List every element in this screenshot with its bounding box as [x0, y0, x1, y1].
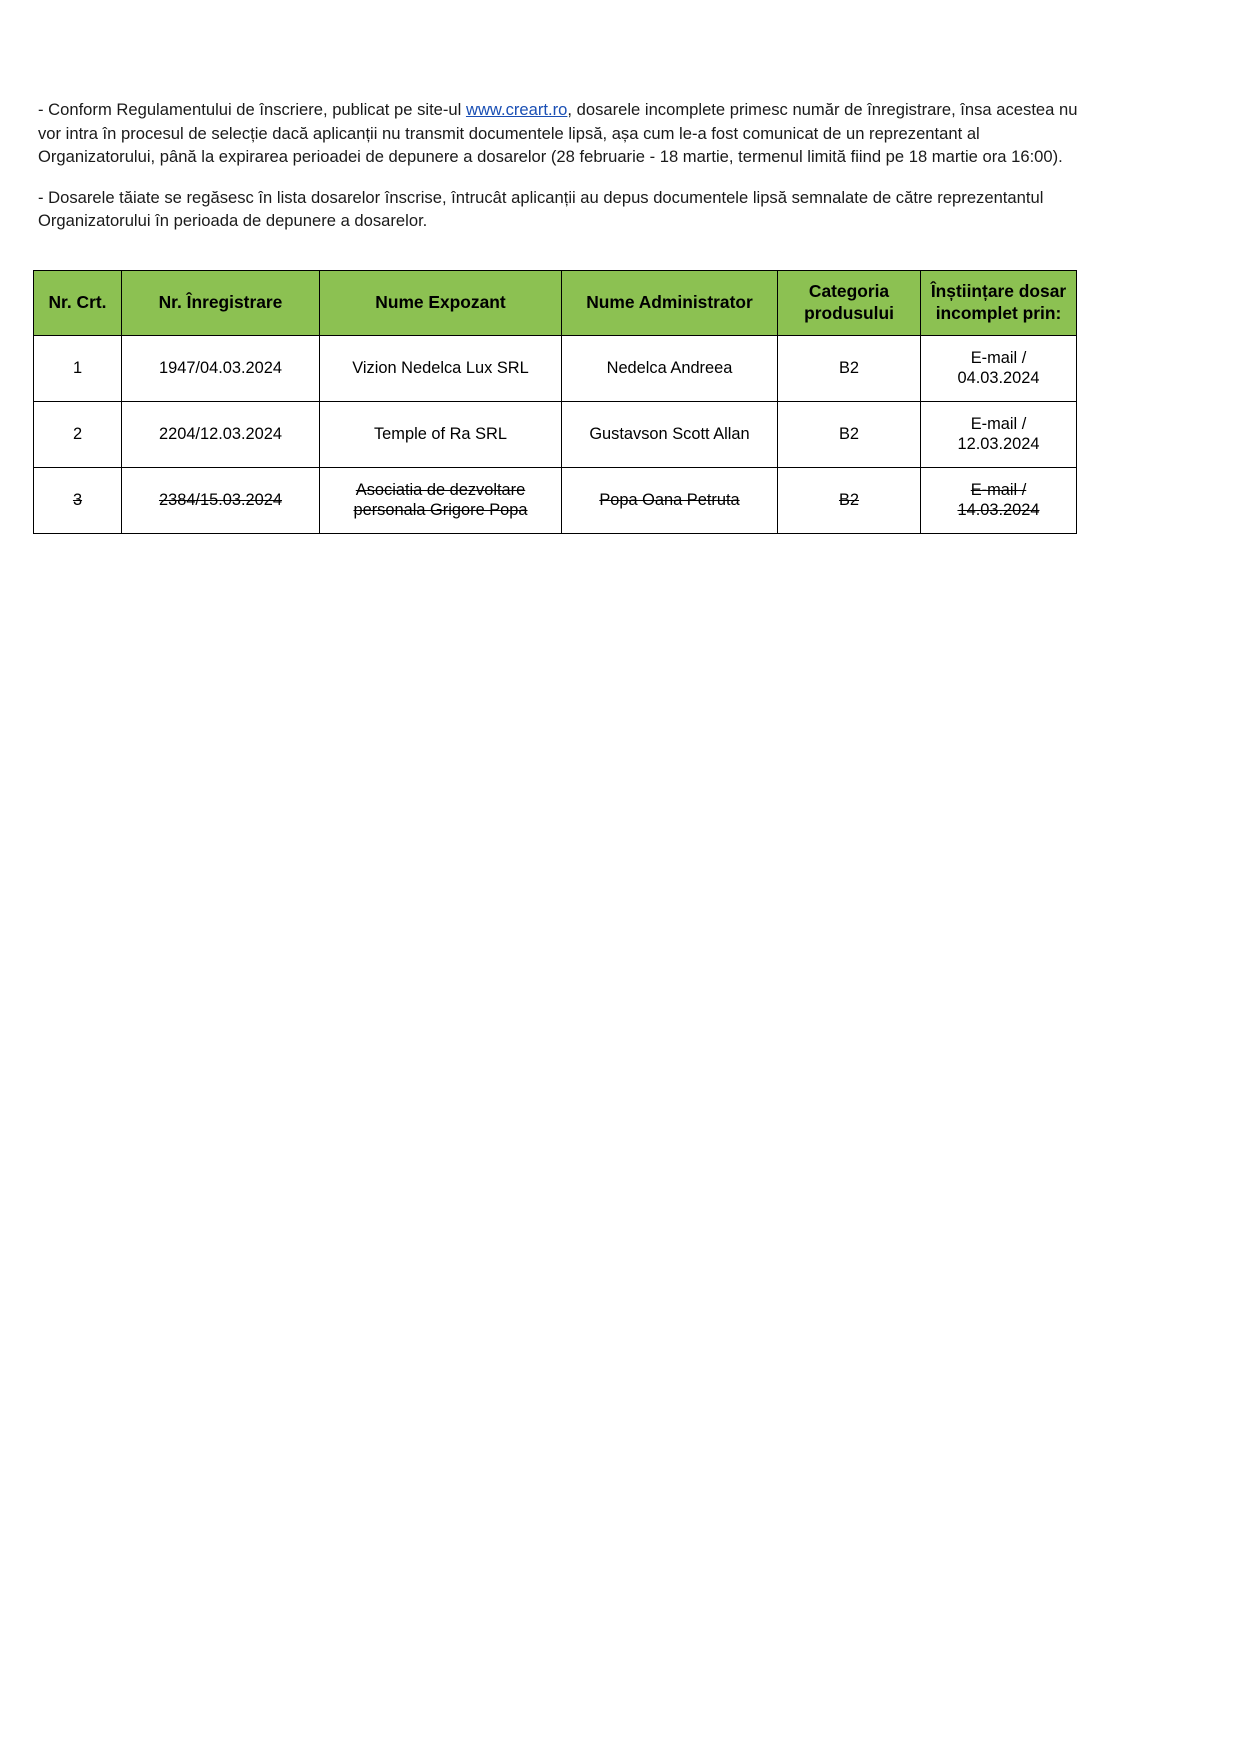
cell-nr-inregistrare: 2384/15.03.2024: [122, 467, 320, 533]
cell-instiintare-date: 12.03.2024: [957, 435, 1040, 453]
column-header-nume-administrator: Nume Administrator: [562, 271, 778, 336]
column-header-nr-crt: Nr. Crt.: [34, 271, 122, 336]
cell-nr-crt: 3: [34, 467, 122, 533]
table-row: [34, 335, 1077, 401]
column-header-nume-expozant: Nume Expozant: [320, 271, 562, 336]
column-header-instiintare-dosar-incomplet: Înștiințare dosar incomplet prin:: [921, 271, 1077, 336]
cell-nr-crt: 2: [34, 401, 122, 467]
cell-nume-administrator: Gustavson Scott Allan: [562, 401, 778, 467]
creart-website-link[interactable]: www.creart.ro: [465, 100, 568, 119]
cell-instiintare: [921, 335, 1077, 401]
cell-nr-inregistrare: 2204/12.03.2024: [122, 401, 320, 467]
cell-instiintare: [921, 401, 1077, 467]
cell-nume-expozant: Asociatia de dezvoltare personala Grigore Popa: [320, 467, 562, 533]
notes-section: [38, 98, 1088, 233]
cell-instiintare-date: 14.03.2024: [957, 501, 1040, 519]
cell-instiintare: [921, 467, 1077, 533]
note-incomplete-files-suffix: , dosarele incomplete primesc număr de înregistrare, însa acestea nu vor intra în procesul de selecție dacă aplicanții nu transmit documentele lipsă, așa cum le-a fost comunicat de un reprezentant al Organizatorului, până la expirarea perioadei de depunere a dosarelor (28 februarie - 18 martie, termenul limită fiind pe 18 martie ora 16:00).: [38, 100, 1078, 167]
cell-nume-administrator: Popa Oana Petruta: [562, 467, 778, 533]
cell-instiintare-channel: E-mail /: [970, 480, 1027, 499]
table-row: [34, 467, 1077, 533]
note-incomplete-files-prefix: - Conform Regulamentului de înscriere, publicat pe site-ul: [38, 100, 466, 119]
cell-instiintare-channel: E-mail /: [970, 414, 1027, 433]
table-row: [34, 401, 1077, 467]
note-struck-files: - Dosarele tăiate se regăsesc în lista dosarelor înscrise, întrucât aplicanții au depus documentele lipsă semnalate de către reprezentantul Organizatorului în perioada de depunere a dosarelor.: [38, 187, 1044, 231]
column-header-nr-inregistrare: Nr. Înregistrare: [122, 271, 320, 336]
cell-categoria: B2: [778, 467, 921, 533]
note-incomplete-files: [38, 98, 1088, 169]
cell-nume-expozant: Vizion Nedelca Lux SRL: [320, 335, 562, 401]
cell-nr-inregistrare: 1947/04.03.2024: [122, 335, 320, 401]
cell-categoria: B2: [778, 401, 921, 467]
cell-instiintare-channel: E-mail /: [970, 348, 1027, 367]
cell-nume-expozant: Temple of Ra SRL: [320, 401, 562, 467]
cell-nume-administrator: Nedelca Andreea: [562, 335, 778, 401]
table-body: [34, 335, 1077, 533]
cell-nr-crt: 1: [34, 335, 122, 401]
column-header-categoria-produsului: Categoria produsului: [778, 271, 921, 336]
table-header-row: [34, 271, 1077, 336]
registrations-table: [33, 270, 1077, 534]
table-header: [34, 271, 1077, 336]
cell-categoria: B2: [778, 335, 921, 401]
cell-instiintare-date: 04.03.2024: [957, 369, 1040, 387]
